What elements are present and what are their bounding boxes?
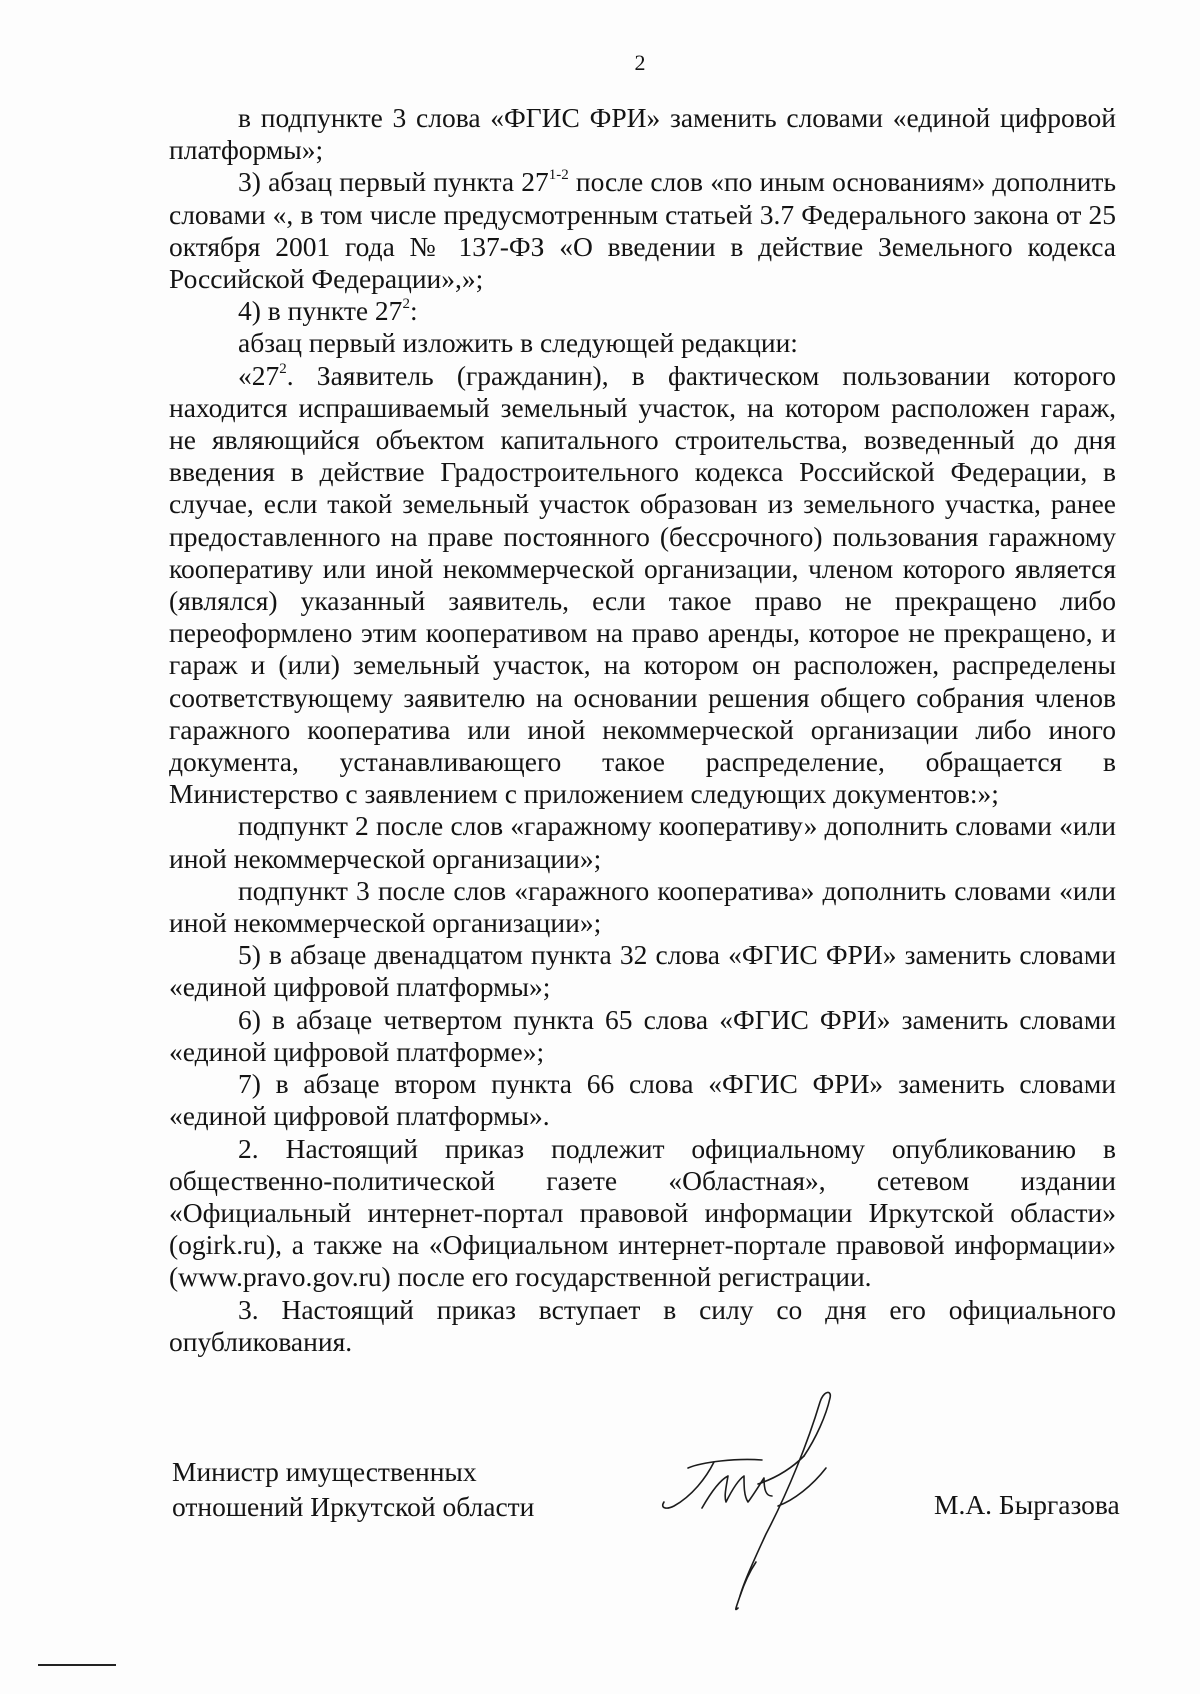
paragraph-5-superscript: 2 (279, 360, 287, 377)
paragraph-5-text-end: . Заявитель (гражданин), в фактическом пользовании которого находится испрашиваемый земельный участок, на котором расположен гараж, не являющийся объектом капитального строительства, возведенный до дня введения в действие Градостроительного кодекса Российской Федерации, в случае, если такой земельный участок образован из земельного участка, ранее предоставленного на праве постоянного (бессрочного) пользования гаражному кооперативу или иной некоммерческой организации, членом которого является (являлся) указанный заявитель, если такое право не прекращено либо переоформлено этим кооперативом на право аренды, которое не прекращено, и гараж и (или) земельный участок, на котором он расположен, распределены соответствующему заявителю на основании решения общего собрания членов гаражного кооператива или иной некоммерческой организации либо иного документа, устанавливающего такое распределение, обращается в Министерство с заявлением с приложением следующих документов:»; (169, 359, 1116, 810)
paragraph-5-text-start: «27 (238, 359, 280, 391)
paragraph-3-text-end: : (409, 295, 418, 327)
paragraph-9: 6) в абзаце четвертом пункта 65 слова «ФГИС ФРИ» заменить словами «единой цифровой платформе»; (169, 1003, 1116, 1067)
signer-position (172, 1454, 534, 1524)
signer-position-line-1: Министр имущественных (172, 1456, 477, 1487)
paragraph-10: 7) в абзаце втором пункта 66 слова «ФГИС ФРИ» заменить словами «единой цифровой платформы». (169, 1068, 1116, 1132)
document-body (169, 102, 1116, 1358)
handwritten-signature (640, 1382, 870, 1612)
paragraph-4: абзац первый изложить в следующей редакции: (238, 327, 798, 359)
paragraph-3-text-start: 4) в пункте 27 (238, 295, 403, 327)
page-number: 2 (634, 50, 646, 75)
paragraph-1: в подпункте 3 слова «ФГИС ФРИ» заменить словами «единой цифровой платформы»; (169, 102, 1116, 166)
footer-rule (38, 1664, 116, 1666)
paragraph-2 (169, 166, 1116, 295)
paragraph-12: 3. Настоящий приказ вступает в силу со дня его официального опубликования. (169, 1293, 1116, 1357)
paragraph-6: подпункт 2 после слов «гаражному кооперативу» дополнить словами «или иной некоммерческой организации»; (169, 810, 1116, 874)
paragraph-8: 5) в абзаце двенадцатом пункта 32 слова «ФГИС ФРИ» заменить словами «единой цифровой платформы»; (169, 939, 1116, 1003)
paragraph-2-text-end: после слов «по иным основаниям» дополнить словами «, в том числе предусмотренным статьей 3.7 Федерального закона от 25 октября 2001 года № 137-ФЗ «О введении в действие Земельного кодекса Российской Федерации»,»; (169, 166, 1116, 295)
paragraph-2-superscript: 1-2 (548, 167, 569, 184)
paragraph-2-text-start: 3) абзац первый пункта 27 (238, 166, 549, 198)
signer-position-line-2: отношений Иркутской области (172, 1491, 535, 1522)
paragraph-11: 2. Настоящий приказ подлежит официальному опубликованию в общественно-политической газете «Областная», сетевом издании «Официальный интернет-портал правовой информации Иркутской области» (ogirk.ru), а также на «Официальном интернет-портале правовой информации» (www.pravo.gov.ru) после его государственной регистрации. (169, 1132, 1116, 1293)
paragraph-7: подпункт 3 после слов «гаражного кооператива» дополнить словами «или иной некоммерческой организации»; (169, 874, 1116, 939)
paragraph-5 (169, 360, 1116, 811)
paragraph-3-superscript: 2 (402, 296, 410, 313)
paragraph-3 (169, 295, 1116, 327)
signer-name: М.А. Быргазова (934, 1489, 1120, 1520)
